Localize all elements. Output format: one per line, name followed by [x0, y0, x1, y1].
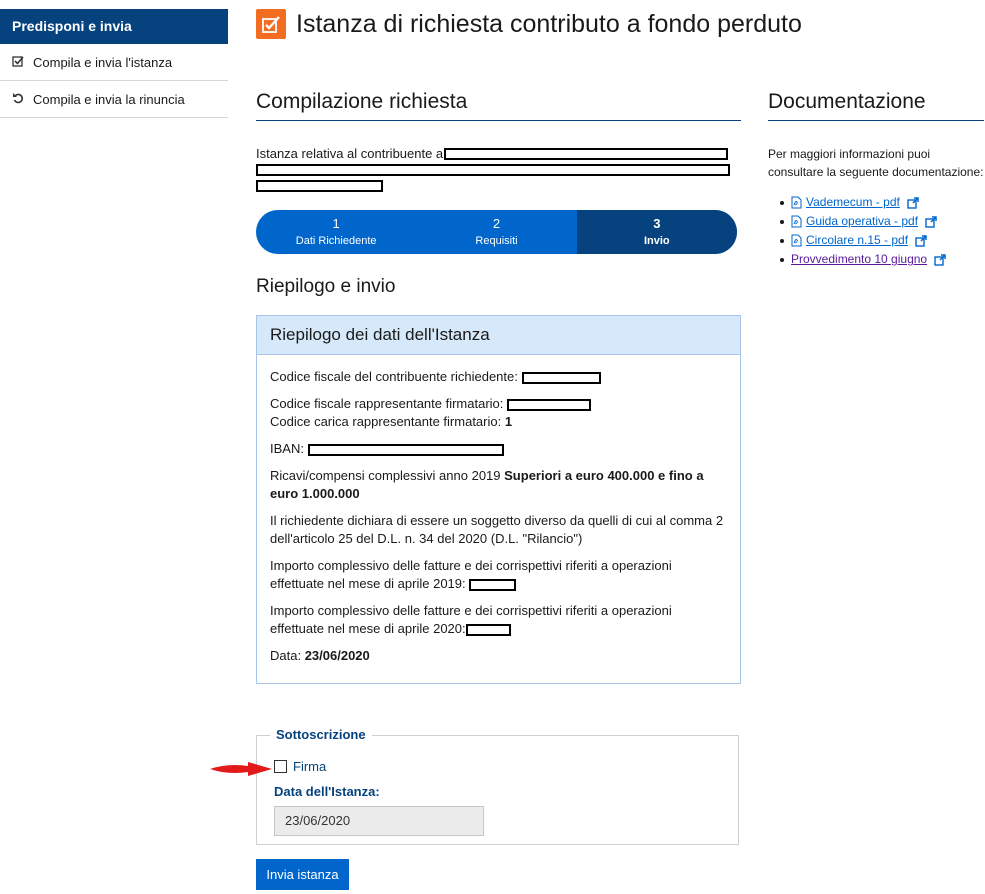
step-number: 1: [332, 216, 340, 231]
documentation-column: [768, 90, 984, 269]
step-number: 2: [492, 216, 501, 231]
summary-label: IBAN:: [270, 441, 304, 456]
pdf-file-icon: [791, 234, 802, 247]
sottoscrizione-fieldset: [256, 727, 739, 845]
summary-value: 23/06/2020: [304, 648, 370, 663]
annotation-arrow-icon: [208, 761, 274, 777]
summary-value: 1: [504, 414, 513, 429]
bullet: [780, 258, 784, 262]
section-heading-compilazione: Compilazione richiesta: [256, 90, 741, 121]
summary-importo-2020: [270, 602, 727, 638]
summary-iban: [270, 440, 727, 458]
sidebar-item-compila-rinuncia[interactable]: [0, 81, 228, 118]
data-istanza-label: Data dell'Istanza:: [274, 784, 380, 799]
step-label: Dati Richiedente: [295, 235, 377, 247]
external-link-icon: [915, 235, 927, 247]
step-requisiti[interactable]: [416, 210, 576, 254]
summary-label: Codice fiscale del contribuente richiedente:: [270, 369, 518, 384]
bullet: [780, 220, 784, 224]
section-heading-documentazione: Documentazione: [768, 90, 984, 121]
bullet: [780, 239, 784, 243]
step-number: 3: [653, 216, 661, 231]
summary-value: Superiori a euro 400.000 e fino a euro 1.000.000: [270, 468, 704, 501]
documentation-links: [768, 193, 984, 269]
redacted-block: [256, 180, 383, 192]
list-item: [780, 212, 984, 231]
list-item: [780, 250, 984, 269]
step-invio[interactable]: [577, 210, 737, 254]
section-heading-riepilogo: Riepilogo e invio: [256, 276, 396, 297]
documentation-text: Per maggiori informazioni puoi consultare la seguente documentazione:: [768, 147, 984, 179]
main-content: [256, 90, 741, 684]
redacted-block: [308, 444, 504, 456]
sottoscrizione-legend: Sottoscrizione: [270, 727, 372, 742]
summary-label: Codice carica rappresentante firmatario:: [270, 414, 502, 429]
external-link-icon: [925, 216, 937, 228]
summary-codice-carica: [270, 413, 727, 431]
summary-label: Codice fiscale rappresentante firmatario:: [270, 396, 504, 411]
doc-link-circolare[interactable]: Circolare n.15 - pdf: [806, 233, 909, 247]
check-square-icon: [12, 55, 24, 70]
firma-row: [274, 759, 326, 774]
sidebar-item-label: Compila e invia la rinuncia: [33, 91, 185, 107]
summary-panel-title: Riepilogo dei dati dell'Istanza: [257, 316, 740, 355]
summary-dichiarazione: Il richiedente dichiara di essere un soggetto diverso da quelli di cui al comma 2 dell'articolo 25 del D.L. n. 34 del 2020 (D.L. "Rilancio"): [270, 513, 724, 546]
summary-importo-2019: [270, 557, 727, 593]
page-title: Istanza di richiesta contributo a fondo perduto: [296, 9, 802, 38]
summary-ricavi: [270, 467, 727, 503]
sidebar-header: Predisponi e invia: [0, 9, 228, 44]
pdf-file-icon: [791, 196, 802, 209]
redacted-block: [256, 164, 730, 176]
redacted-block: [522, 372, 601, 384]
doc-link-provvedimento[interactable]: Provvedimento 10 giugno: [791, 252, 928, 266]
sidebar: [0, 9, 228, 118]
firma-label[interactable]: Firma: [293, 759, 327, 774]
page-header: [256, 9, 802, 39]
intro-contribuente: [256, 145, 741, 197]
sidebar-item-compila-istanza[interactable]: [0, 44, 228, 81]
external-link-icon: [934, 254, 946, 266]
summary-panel-body: [257, 355, 740, 683]
edit-square-icon: [256, 9, 286, 39]
step-dati-richiedente[interactable]: [256, 210, 416, 254]
summary-data: [270, 647, 727, 665]
external-link-icon: [907, 197, 919, 209]
doc-link-guida-operativa[interactable]: Guida operativa - pdf: [806, 214, 919, 228]
summary-label: Data:: [270, 648, 302, 663]
send-button[interactable]: Invia istanza: [256, 859, 349, 890]
redacted-block: [507, 399, 591, 411]
summary-cf-rappresentante: [270, 395, 727, 413]
pdf-file-icon: [791, 215, 802, 228]
summary-cf-contribuente: [270, 368, 727, 386]
list-item: [780, 231, 984, 250]
redacted-block: [444, 148, 728, 160]
progress-stepper: [256, 210, 737, 254]
summary-label: Importo complessivo delle fatture e dei corrispettivi riferiti a operazioni effettuate nel mese di aprile 2020:: [270, 603, 672, 636]
firma-checkbox[interactable]: [274, 760, 287, 773]
bullet: [780, 201, 784, 205]
step-label: Requisiti: [475, 235, 518, 247]
undo-icon: [12, 92, 24, 107]
data-istanza-field[interactable]: 23/06/2020: [274, 806, 484, 836]
doc-link-vademecum[interactable]: Vademecum - pdf: [806, 195, 900, 209]
summary-label: Ricavi/compensi complessivi anno 2019: [270, 468, 501, 483]
step-label: Invio: [643, 235, 670, 247]
list-item: [780, 193, 984, 212]
sidebar-item-label: Compila e invia l'istanza: [33, 54, 173, 70]
summary-label: Importo complessivo delle fatture e dei corrispettivi riferiti a operazioni effettuate nel mese di aprile 2019:: [270, 558, 672, 591]
redacted-block: [466, 624, 511, 636]
summary-panel: [256, 315, 741, 684]
redacted-block: [469, 579, 516, 591]
intro-text: Istanza relativa al contribuente a: [256, 146, 444, 161]
